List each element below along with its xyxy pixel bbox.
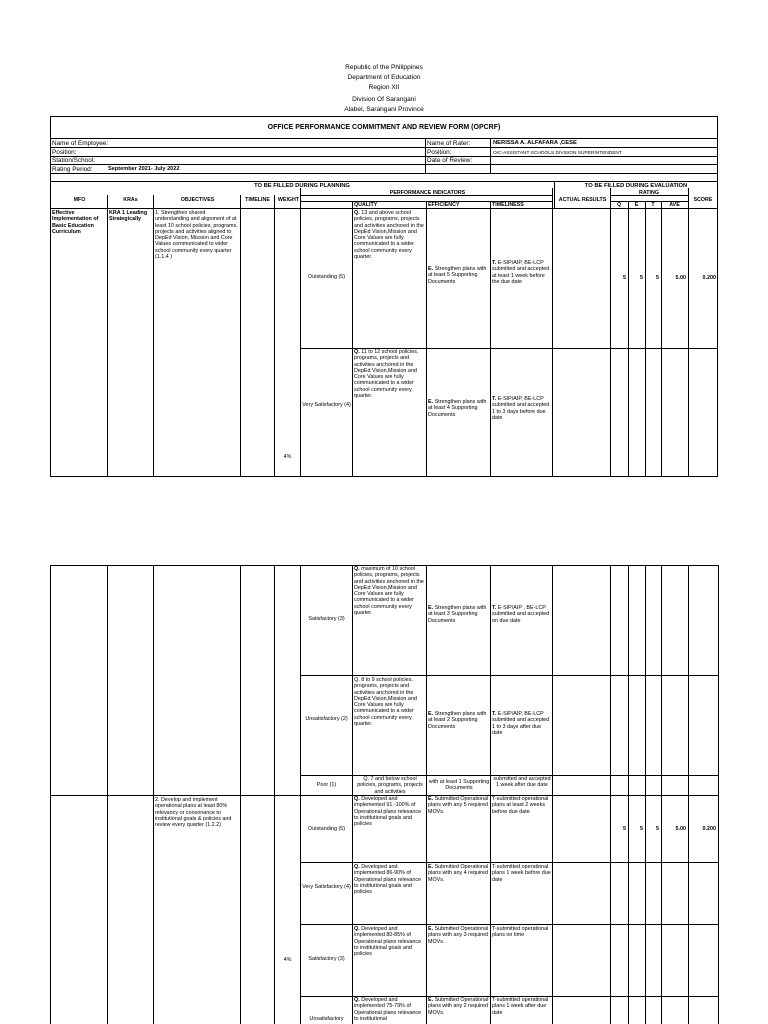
timeliness-cell: submitted and accepted 1 week after due date xyxy=(493,776,551,789)
level-very-satisfactory: Very Satisfactory (4) xyxy=(302,402,351,408)
rating-period-value: September 2021- July 2022 xyxy=(108,166,180,172)
efficiency-cell: with at least 1 Supporting Documents xyxy=(428,779,490,792)
t-header: T xyxy=(651,202,655,208)
timeliness-cell: T-submitted operational plans on time xyxy=(492,926,549,939)
letterhead-line-5: Alabel, Sarangani Province xyxy=(344,106,424,113)
quality-cell: Q. 11 to 12 school policies, programs, projects and activities anchored in the DepEd Vision,Mission and Core Values are fully communicated to a wider school community every quarter. xyxy=(354,349,419,400)
quality-header: QUALITY xyxy=(354,202,378,208)
rating-q: 5 xyxy=(623,275,626,281)
quality-cell: Q. 13 and above school policies, programs, projects and activities anchored in the DepEd Vision,Mission and Core Values are fully communicated to a wider school community every quarter. xyxy=(354,210,424,261)
level-outstanding: Outstanding (5) xyxy=(307,274,346,280)
score-value: 0.200 xyxy=(702,275,716,281)
weight-2-text: 4% xyxy=(283,957,292,963)
efficiency-cell: E. Submitted Operational plans with any 5 required MOVs. xyxy=(428,796,489,815)
form-title: OFFICE PERFORMANCE COMMITMENT AND REVIEW FORM (OPCRF) xyxy=(267,124,501,131)
rater-value: NERISSA A. ALFAFARA ,CESE xyxy=(493,140,577,146)
position-label: Position: xyxy=(52,149,77,156)
rater-position-value: OIC-ASSISTANT SCHOOLS DIVISION SUPERINTENDENT xyxy=(493,151,622,156)
date-of-review-label: Date of Review: xyxy=(427,157,473,164)
level-satisfactory: Satisfactory (3) xyxy=(308,956,345,962)
q-header: Q xyxy=(616,202,622,208)
quality-cell: Q. 7 and below school policies, programs, projects and activities xyxy=(357,776,423,795)
rating-q: 5 xyxy=(623,826,626,832)
kra-text: KRA 1 Leading Strategically xyxy=(109,210,148,223)
quality-cell: Q. Developed and implemented 80-85% of Operational plans relevance to institutional goals and policies xyxy=(354,926,422,958)
quality-cell: Q. Developed and implemented 86-90% of Operational plans relevance to institutional goals and policies xyxy=(354,864,422,896)
level-outstanding: Outstanding (5) xyxy=(307,826,346,832)
rater-position-label: Position: xyxy=(427,149,452,156)
timeliness-cell: T-submitted operational plans 1 week before due date xyxy=(492,864,551,883)
rating-t: 5 xyxy=(656,826,659,832)
level-very-satisfactory: Very Satisfactory (4) xyxy=(302,884,351,890)
efficiency-cell: E. Submitted Operational plans with any 4 required MOVs. xyxy=(428,864,489,883)
rating-e: 5 xyxy=(640,826,643,832)
objective-2-text: 2. Develop and implement operational plans at least 80% relevancy or consonance to institutional goals & policies and review every quarter (1.2.2) xyxy=(155,797,232,829)
efficiency-cell: E. Strengthen plans with at least 3 Supporting Documents xyxy=(428,605,487,624)
level-unsatisfactory: Unsatisfactory xyxy=(309,1016,344,1022)
score-header: SCORE xyxy=(693,197,713,203)
evaluation-header: TO BE FILLED DURING EVALUATION xyxy=(584,183,688,189)
objective-1-text: 1. Strengthen shared understanding and alignment of at least 10 school policies, programs, projects and activities aligned to DepEd Vision, Mission and Core Values communicated to wider school community every quarter (1.1.4 ) xyxy=(155,210,238,261)
timeliness-cell: T. E-SIP/AIP, BE-LCP submitted and accepted 1 to 3 days before due date xyxy=(492,396,550,421)
timeliness-cell: T. E-SIP/AIP, BE-LCP submitted and accepted at least 1 week before the due date xyxy=(492,260,550,285)
letterhead-line-2: Department of Education xyxy=(347,74,421,81)
e-header: E xyxy=(634,202,639,208)
letterhead-line-4: Division Of Sarangani xyxy=(352,96,416,103)
rating-e: 5 xyxy=(640,275,643,281)
level-unsatisfactory: Unsatisfactory (2) xyxy=(305,716,348,722)
score-value: 0.200 xyxy=(702,826,716,832)
ave-header: AVE xyxy=(669,202,680,208)
mfo-header: MFO xyxy=(73,197,86,203)
rater-label: Name of Rater: xyxy=(427,140,471,147)
timeliness-cell: T-submitted operational plans at least 2 weeks before due date xyxy=(492,796,549,815)
efficiency-cell: E. Strengthen plans with at least 5 Supporting Documents xyxy=(428,266,487,285)
quality-cell: Q. Developed and implemented 91 -100% of Operational plans relevance to institutional goals and policies xyxy=(354,796,422,828)
efficiency-cell: E. Submitted Operational plans with any 3 required MOVs. xyxy=(428,926,489,945)
kras-header: KRAs xyxy=(123,197,138,203)
efficiency-header: EFFICIENCY xyxy=(428,202,460,208)
rating-period-label: Rating Period: xyxy=(52,166,93,173)
efficiency-cell: E. Submitted Operational plans with any 2 required MOVs. xyxy=(428,997,489,1016)
weight-1-text: 4% xyxy=(283,454,292,460)
timeline-header: TIMELINE xyxy=(245,197,270,203)
timeliness-cell: T-submitted operational plans 1 week after due date xyxy=(492,997,549,1016)
quality-cell: Q. maximum of 10 school policies, programs, projects and activities anchored in the DepEd Vision,Mission and Core Values are fully communicated to a wider school community every quarter. xyxy=(354,566,424,617)
timeliness-cell: T. E-SIP/AIP , BE-LCP submitted and accepted on due date xyxy=(492,605,550,624)
efficiency-cell: E. Strengthen plans with at least 4 Supporting Documents xyxy=(428,399,487,418)
timeliness-cell: T. E-SIP/AIP, BE-LCP submitted and accepted 1 to 3 days after due date xyxy=(492,711,550,736)
timeliness-header: TIMELINESS xyxy=(492,202,524,208)
station-label: Station/School: xyxy=(52,157,95,164)
weight-header: WEIGHT xyxy=(277,197,300,203)
name-of-employee-label: Name of Employee: xyxy=(52,140,109,147)
mfo-text: Effective Implementation of Basic Education Curriculum xyxy=(52,210,99,235)
letterhead-line-3: Region XII xyxy=(368,84,400,91)
actual-results-header: ACTUAL RESULTS xyxy=(558,197,607,203)
rating-t: 5 xyxy=(656,275,659,281)
level-satisfactory: Satisfactory (3) xyxy=(308,616,345,622)
objectives-header: OBJECTIVES xyxy=(180,197,215,203)
quality-cell: Q. Developed and implemented 75-79% of Operational plans relevance to institutional xyxy=(354,997,422,1022)
rating-header: RATING xyxy=(639,190,659,196)
rating-ave: 5.00 xyxy=(675,275,686,281)
indicators-header: PERFORMANCE INDICATORS xyxy=(389,190,466,196)
letterhead-line-1: Republic of the Philippines xyxy=(345,64,423,71)
level-poor: Poor (1) xyxy=(316,782,337,788)
quality-cell: Q. 8 to 9 school policies, programs, projects and activities anchored in the DepEd Vision,Mission and Core Values are fully communicated to a wider school community every quarter. xyxy=(354,677,417,728)
efficiency-cell: E. Strengthen plans with at least 2 Supporting Documents xyxy=(428,711,487,730)
planning-header: TO BE FILLED DURING PLANNING xyxy=(254,183,350,189)
rating-ave: 5.00 xyxy=(675,826,686,832)
